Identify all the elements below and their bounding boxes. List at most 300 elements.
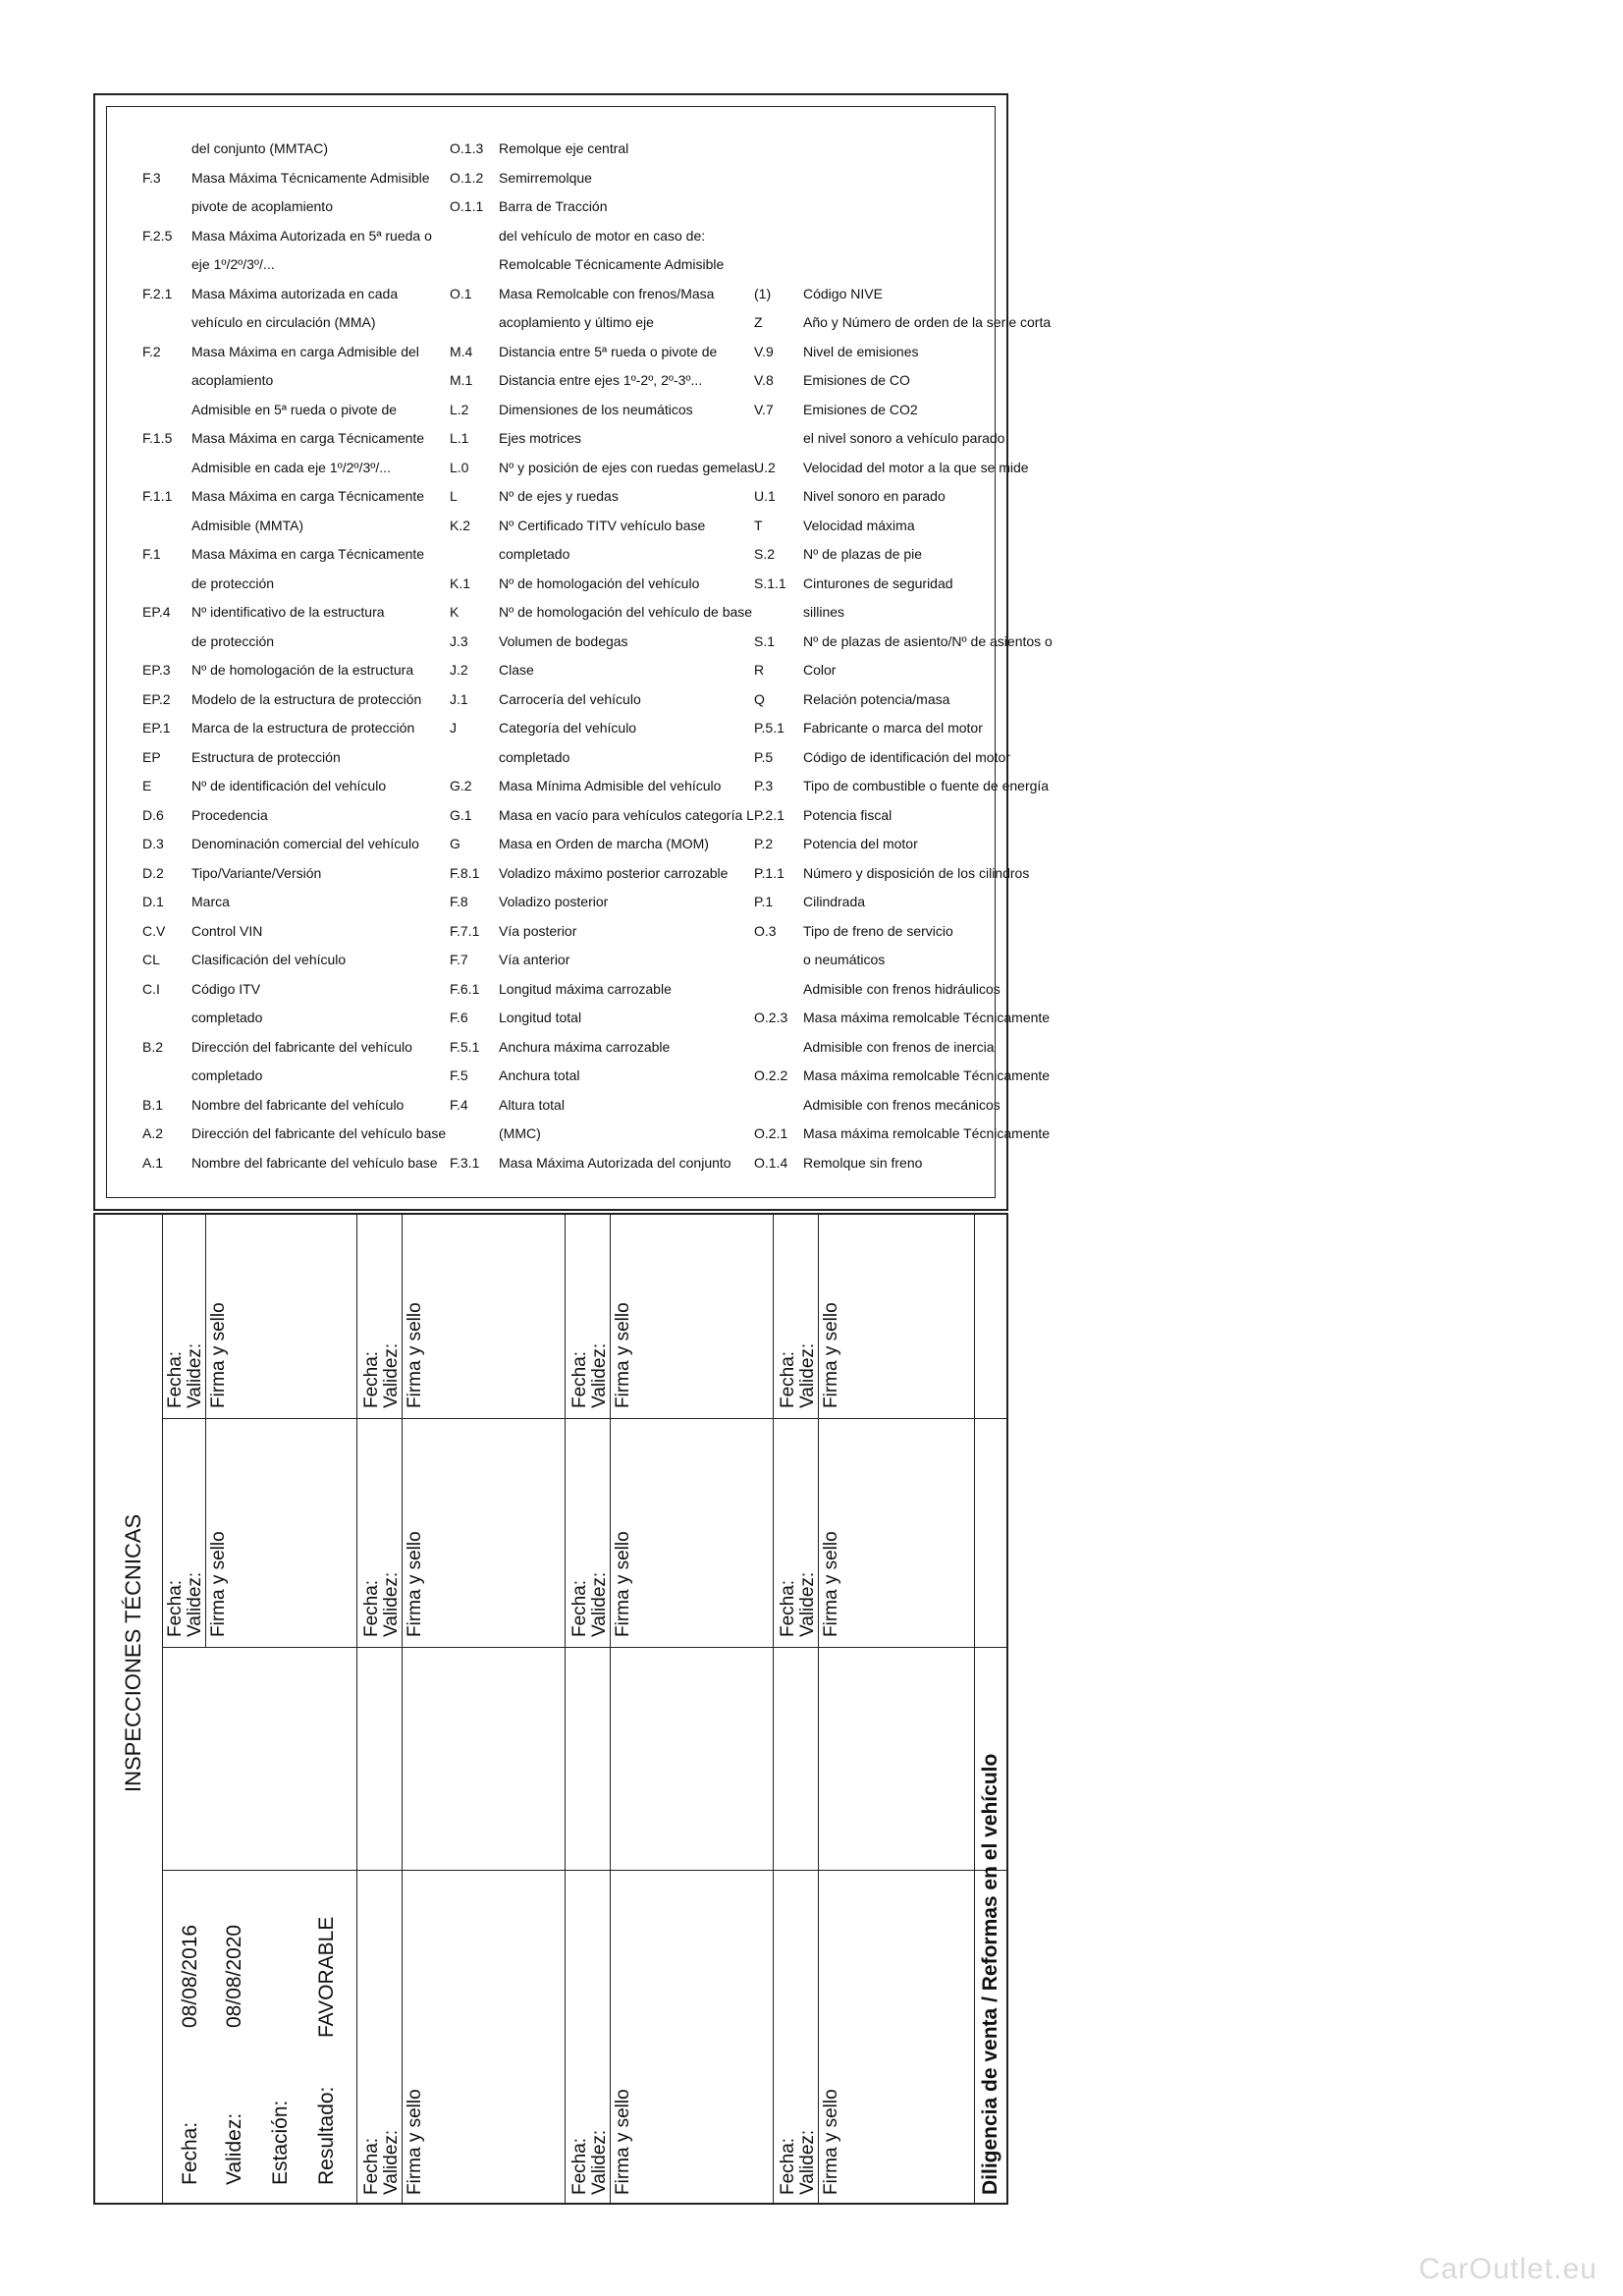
legend-code: V.8 — [754, 372, 774, 388]
legend-row — [754, 1065, 1049, 1084]
legend-row — [754, 457, 1049, 476]
legend-row — [450, 891, 744, 910]
legend-row — [754, 543, 1049, 563]
legend-row — [754, 920, 1049, 940]
legend-description: el nivel sonoro a vehículo parado — [803, 430, 1005, 446]
legend-row — [754, 746, 1049, 766]
legend-row — [450, 1122, 744, 1142]
legend-code: D.3 — [142, 836, 164, 851]
validez-label: Validez: — [381, 1342, 402, 1408]
legend-code: (1) — [754, 286, 772, 301]
legend-description: Marca de la estructura de protección — [191, 720, 415, 736]
row-divider-3 — [773, 1213, 774, 2205]
field-legend — [93, 93, 1053, 1211]
legend-row — [450, 311, 744, 331]
legend-row — [754, 775, 1049, 794]
legend-code: F.5 — [450, 1067, 468, 1083]
cell-sub-divider — [205, 1419, 206, 1648]
legend-row — [142, 1122, 447, 1142]
legend-description: Masa Máxima en carga Técnicamente — [191, 430, 425, 446]
legend-description: Admisible en cada eje 1º/2º/3º/... — [191, 460, 391, 475]
legend-description: Masa Máxima Autorizada en 5ª rueda o — [191, 228, 432, 244]
col-divider-2 — [162, 1647, 1006, 1648]
row-divider-1 — [356, 1213, 357, 2205]
legend-row — [450, 457, 755, 476]
legend-description: Velocidad del motor a la que se mide — [803, 460, 1029, 475]
legend-row — [754, 833, 1049, 852]
legend-code: EP.1 — [142, 720, 171, 736]
legend-code: EP.3 — [142, 662, 171, 678]
legend-description: Procedencia — [191, 807, 268, 823]
legend-description: Cilindrada — [803, 894, 866, 909]
legend-row — [142, 137, 437, 157]
legend-code: C.V — [142, 923, 166, 939]
legend-row — [450, 225, 744, 245]
legend-description: Clase — [499, 662, 534, 678]
legend-code: J.3 — [450, 633, 468, 649]
fecha-label: Fecha: — [165, 1350, 186, 1408]
legend-code: K.1 — [450, 575, 471, 591]
legend-description: Distancia entre ejes 1º-2º, 2º-3º... — [499, 372, 703, 388]
legend-description: Carrocería del vehículo — [499, 691, 641, 707]
fecha-label: Fecha: — [165, 1579, 186, 1637]
legend-row — [142, 862, 437, 882]
legend-code: F.3.1 — [450, 1155, 480, 1171]
cell-sub-divider — [818, 1419, 819, 1648]
legend-row — [142, 311, 437, 331]
legend-code: F.2.5 — [142, 228, 173, 244]
legend-description: Nº y posición de ejes con ruedas gemelas — [499, 460, 755, 475]
firma-label: Firma y sello — [405, 2089, 425, 2195]
legend-code: S.1 — [754, 633, 776, 649]
legend-row — [450, 427, 744, 447]
legend-row — [142, 746, 437, 766]
legend-description: Admisible con frenos de inercia — [803, 1039, 995, 1055]
legend-row — [754, 659, 1049, 679]
legend-description: Número y disposición de los cilindros — [803, 865, 1030, 881]
legend-code: T — [754, 518, 763, 533]
col-divider-3 — [162, 1418, 1006, 1419]
legend-row — [142, 399, 437, 418]
legend-code: V.9 — [754, 344, 774, 359]
legend-row — [142, 427, 437, 447]
legend-row — [450, 920, 744, 940]
fecha-label: Fecha: — [778, 1350, 798, 1408]
legend-code: O.1.2 — [450, 170, 484, 186]
validez-label: Validez: — [185, 1342, 205, 1408]
legend-description: Dirección del fabricante del vehículo — [191, 1039, 412, 1055]
legend-code: D.6 — [142, 807, 164, 823]
legend-code: E — [142, 778, 152, 793]
legend-row — [142, 775, 437, 794]
legend-description: Relación potencia/masa — [803, 691, 950, 707]
legend-row — [142, 1152, 437, 1172]
legend-row — [754, 804, 1049, 824]
legend-description: acoplamiento y último eje — [499, 314, 654, 330]
legend-row — [142, 341, 437, 360]
legend-row — [450, 717, 744, 737]
legend-row — [754, 573, 1049, 592]
legend-description: Nº identificativo de la estructura — [191, 604, 385, 620]
legend-row — [450, 1094, 744, 1114]
legend-description: Dirección del fabricante del vehículo base — [191, 1125, 447, 1141]
firma-label: Firma y sello — [821, 1531, 841, 1637]
legend-row — [450, 775, 744, 794]
fecha-label: Fecha: — [778, 1579, 798, 1637]
legend-row — [450, 862, 744, 882]
legend-description: Masa Remolcable con frenos/Masa — [499, 286, 715, 301]
legend-description: Vía anterior — [499, 952, 570, 967]
legend-description: Cinturones de seguridad — [803, 575, 953, 591]
legend-row — [142, 659, 437, 679]
legend-code: U.2 — [754, 460, 776, 475]
legend-description: Código de identificación del motor — [803, 749, 1010, 765]
legend-description: Nº de plazas de pie — [803, 546, 923, 562]
legend-row — [754, 283, 1049, 302]
legend-code: EP.2 — [142, 691, 171, 707]
legend-row — [450, 1152, 744, 1172]
legend-code: A.1 — [142, 1155, 164, 1171]
legend-description: Nº Certificado TITV vehículo base — [499, 518, 706, 533]
inspections-header: INSPECCIONES TÉCNICAS — [121, 1513, 145, 1792]
legend-description: Estructura de protección — [191, 749, 341, 765]
resultado-value: FAVORABLE — [315, 1916, 338, 2038]
legend-row — [450, 573, 744, 592]
fecha-value: 08/08/2016 — [179, 1924, 201, 2028]
legend-description: Nivel sonoro en parado — [803, 488, 946, 504]
legend-code: D.2 — [142, 865, 164, 881]
legend-description: Remolque eje central — [499, 140, 629, 156]
legend-description: Admisible con frenos hidráulicos — [803, 981, 1001, 997]
legend-code: J.2 — [450, 662, 468, 678]
legend-row — [450, 688, 744, 708]
legend-row — [754, 862, 1049, 882]
legend-code: F.1.1 — [142, 488, 173, 504]
row-divider-2 — [565, 1213, 566, 2205]
legend-description: Nombre del fabricante del vehículo base — [191, 1155, 438, 1171]
legend-row — [754, 1094, 1049, 1114]
legend-code: S.2 — [754, 546, 776, 562]
legend-row — [450, 253, 744, 273]
legend-code: P.5 — [754, 749, 774, 765]
legend-description: Color — [803, 662, 837, 678]
legend-row — [754, 1036, 1049, 1056]
legend-row — [450, 659, 744, 679]
legend-code: J — [450, 720, 457, 736]
cell-sub-divider — [610, 1213, 611, 1419]
legend-description: Categoría del vehículo — [499, 720, 637, 736]
legend-row — [754, 630, 1053, 650]
legend-row — [754, 311, 1052, 331]
legend-description: Voladizo máximo posterior carrozable — [499, 865, 729, 881]
legend-row — [142, 1036, 437, 1056]
legend-row — [142, 891, 437, 910]
legend-description: Emisiones de CO2 — [803, 402, 918, 417]
cell-sub-divider — [818, 1213, 819, 1419]
legend-description: acoplamiento — [191, 372, 274, 388]
firma-label: Firma y sello — [208, 1302, 229, 1408]
legend-row — [450, 1036, 744, 1056]
legend-description: Masa Máxima autorizada en cada — [191, 286, 399, 301]
legend-code: O.3 — [754, 923, 777, 939]
legend-row — [450, 195, 744, 215]
legend-description: Volumen de bodegas — [499, 633, 628, 649]
estacion-label: Estación: — [269, 2100, 292, 2185]
fecha-label: Fecha: — [361, 2137, 382, 2195]
legend-row — [450, 399, 744, 418]
legend-description: sillines — [803, 604, 845, 620]
legend-description: Vía posterior — [499, 923, 577, 939]
legend-code: S.1.1 — [754, 575, 786, 591]
legend-row — [450, 369, 744, 389]
firma-label: Firma y sello — [613, 2089, 633, 2195]
legend-description: Nivel de emisiones — [803, 344, 919, 359]
legend-description: Nombre del fabricante del vehículo — [191, 1097, 405, 1113]
legend-code: F.8 — [450, 894, 468, 909]
legend-row — [450, 283, 744, 302]
legend-row — [142, 1094, 437, 1114]
validez-label: Validez: — [589, 2129, 610, 2195]
validez-label: Validez: — [589, 1342, 610, 1408]
legend-row — [754, 427, 1049, 447]
legend-code: O.2.2 — [754, 1067, 788, 1083]
legend-code: O.1.4 — [754, 1155, 788, 1171]
cell-sub-divider — [205, 1213, 206, 1419]
legend-code: R — [754, 662, 765, 678]
legend-row — [142, 225, 437, 245]
legend-description: Remolque sin freno — [803, 1155, 923, 1171]
col-divider-1 — [162, 1870, 1006, 1871]
legend-code: A.2 — [142, 1125, 164, 1141]
legend-row — [142, 1007, 437, 1026]
legend-row — [450, 978, 744, 998]
legend-row — [754, 1152, 1049, 1172]
legend-row — [754, 1007, 1049, 1026]
legend-description: (MMC) — [499, 1125, 541, 1141]
legend-code: V.7 — [754, 402, 774, 417]
legend-description: Potencia fiscal — [803, 807, 893, 823]
legend-description: Nº de ejes y ruedas — [499, 488, 619, 504]
legend-description: Modelo de la estructura de protección — [191, 691, 422, 707]
footer-divider — [974, 1213, 975, 2205]
legend-code: P.2 — [754, 836, 774, 851]
firma-label: Firma y sello — [613, 1531, 633, 1637]
legend-row — [142, 369, 437, 389]
legend-description: Código ITV — [191, 981, 261, 997]
legend-row — [450, 833, 744, 852]
legend-row — [754, 978, 1049, 998]
legend-description: Tipo/Variante/Versión — [191, 865, 322, 881]
legend-description: completado — [191, 1010, 263, 1025]
legend-code: M.4 — [450, 344, 473, 359]
legend-description: Nº de identificación del vehículo — [191, 778, 387, 793]
legend-description: Fabricante o marca del motor — [803, 720, 983, 736]
legend-description: Nº de homologación del vehículo de base — [499, 604, 753, 620]
cell-sub-divider — [610, 1419, 611, 1648]
legend-row — [142, 457, 437, 476]
legend-description: del conjunto (MMTAC) — [191, 140, 329, 156]
legend-description: Nº de homologación de la estructura — [191, 662, 414, 678]
legend-code: CL — [142, 952, 160, 967]
cell-sub-divider — [402, 1213, 403, 1419]
legend-code: K.2 — [450, 518, 471, 533]
legend-description: Voladizo posterior — [499, 894, 609, 909]
legend-code: F.5.1 — [450, 1039, 480, 1055]
legend-row — [450, 515, 744, 534]
legend-description: de protección — [191, 633, 275, 649]
legend-description: del vehículo de motor en caso de: — [499, 228, 706, 244]
legend-description: Clasificación del vehículo — [191, 952, 347, 967]
legend-row — [142, 978, 437, 998]
legend-row — [450, 1065, 744, 1084]
legend-description: eje 1º/2º/3º/... — [191, 256, 275, 272]
legend-code: F.1 — [142, 546, 161, 562]
legend-description: vehículo en circulación (MMA) — [191, 314, 376, 330]
legend-code: F.2.1 — [142, 286, 173, 301]
fecha-label: Fecha: — [361, 1579, 382, 1637]
legend-code: O.1.3 — [450, 140, 484, 156]
legend-row — [142, 804, 437, 824]
resultado-label: Resultado: — [315, 2086, 338, 2185]
legend-description: Masa en vacío para vehículos categoría L — [499, 807, 754, 823]
legend-row — [142, 601, 437, 621]
legend-description: Año y Número de orden de la serie corta — [803, 314, 1052, 330]
legend-description: Masa máxima remolcable Técnicamente — [803, 1125, 1051, 1141]
legend-row — [142, 195, 437, 215]
legend-row — [450, 949, 744, 968]
legend-description: Masa máxima remolcable Técnicamente — [803, 1010, 1051, 1025]
legend-code: K — [450, 604, 460, 620]
legend-description: Longitud total — [499, 1010, 582, 1025]
validez-value: 08/08/2020 — [223, 1924, 245, 2028]
legend-code: L — [450, 488, 458, 504]
legend-description: Velocidad máxima — [803, 518, 915, 533]
legend-description: completado — [191, 1067, 263, 1083]
legend-code: O.1 — [450, 286, 472, 301]
legend-code: P.3 — [754, 778, 774, 793]
legend-description: Anchura máxima carrozable — [499, 1039, 671, 1055]
legend-row — [450, 601, 753, 621]
legend-description: Distancia entre 5ª rueda o pivote de — [499, 344, 718, 359]
legend-row — [450, 341, 744, 360]
validez-label: Validez: — [797, 2129, 818, 2195]
legend-code: J.1 — [450, 691, 468, 707]
legend-description: completado — [499, 749, 570, 765]
rotated-content — [93, 93, 1527, 2205]
legend-code: F.6.1 — [450, 981, 480, 997]
legend-description: Anchura total — [499, 1067, 580, 1083]
legend-row — [142, 283, 437, 302]
validez-label: Validez: — [185, 1571, 205, 1637]
legend-code: F.3 — [142, 170, 161, 186]
legend-description: de protección — [191, 575, 275, 591]
legend-row — [142, 167, 437, 187]
legend-row — [142, 630, 437, 650]
header-divider — [162, 1213, 163, 2205]
legend-code: Z — [754, 314, 763, 330]
legend-row — [142, 949, 437, 968]
inspections-panel — [93, 1213, 1008, 2205]
legend-description: Marca — [191, 894, 230, 909]
legend-description: Control VIN — [191, 923, 263, 939]
validez-label: Validez: — [797, 1571, 818, 1637]
legend-row — [450, 167, 744, 187]
legend-code: B.2 — [142, 1039, 164, 1055]
legend-row — [450, 804, 754, 824]
legend-description: Potencia del motor — [803, 836, 918, 851]
legend-row — [754, 1122, 1049, 1142]
legend-code: D.1 — [142, 894, 164, 909]
legend-row — [754, 485, 1049, 505]
legend-code: U.1 — [754, 488, 776, 504]
legend-row — [450, 543, 744, 563]
legend-code: G — [450, 836, 460, 851]
legend-row — [142, 717, 437, 737]
legend-row — [754, 399, 1049, 418]
legend-code: O.2.1 — [754, 1125, 788, 1141]
firma-label: Firma y sello — [821, 2089, 841, 2195]
firma-label: Firma y sello — [613, 1302, 633, 1408]
legend-description: o neumáticos — [803, 952, 886, 967]
legend-row — [450, 485, 744, 505]
sale-reforms-footer: Diligencia de venta / Reformas en el vehículo — [979, 1753, 1001, 2195]
cell-sub-divider — [402, 1648, 403, 2205]
legend-description: Admisible con frenos mecánicos — [803, 1097, 1001, 1113]
legend-description: Nº de homologación del vehículo — [499, 575, 700, 591]
legend-row — [142, 485, 437, 505]
fecha-label: Fecha: — [778, 2137, 798, 2195]
legend-code: F.1.5 — [142, 430, 173, 446]
legend-code: C.I — [142, 981, 160, 997]
legend-description: Masa Máxima Técnicamente Admisible — [191, 170, 430, 186]
legend-description: Masa en Orden de marcha (MOM) — [499, 836, 709, 851]
legend-description: Tipo de combustible o fuente de energía — [803, 778, 1050, 793]
legend-description: Masa Máxima en carga Admisible del — [191, 344, 419, 359]
legend-row — [142, 833, 437, 852]
legend-row — [754, 341, 1049, 360]
legend-description: Masa Máxima en carga Técnicamente — [191, 488, 425, 504]
legend-code: O.2.3 — [754, 1010, 788, 1025]
legend-row — [142, 253, 437, 273]
legend-description: Masa Máxima en carga Técnicamente — [191, 546, 425, 562]
validez-label: Validez: — [381, 2129, 402, 2195]
legend-code: L.1 — [450, 430, 469, 446]
legend-code: F.7.1 — [450, 923, 480, 939]
legend-description: Masa máxima remolcable Técnicamente — [803, 1067, 1051, 1083]
validez-label: Validez: — [381, 1571, 402, 1637]
legend-description: Código NIVE — [803, 286, 883, 301]
legend-description: Remolcable Técnicamente Admisible — [499, 256, 725, 272]
legend-code: L.0 — [450, 460, 469, 475]
legend-row — [754, 515, 1049, 534]
legend-code: F.8.1 — [450, 865, 480, 881]
legend-row — [142, 543, 437, 563]
legend-row — [450, 137, 744, 157]
legend-code: M.1 — [450, 372, 473, 388]
fecha-label: Fecha: — [361, 1350, 382, 1408]
legend-row — [142, 573, 437, 592]
fecha-label: Fecha: — [569, 1350, 590, 1408]
legend-row — [754, 601, 1049, 621]
cell-sub-divider — [818, 1648, 819, 2205]
firma-label: Firma y sello — [821, 1302, 841, 1408]
legend-description: Masa Máxima Autorizada del conjunto — [499, 1155, 731, 1171]
legend-code: F.6 — [450, 1010, 468, 1025]
legend-description: Emisiones de CO — [803, 372, 910, 388]
legend-description: Semirremolque — [499, 170, 592, 186]
legend-code: EP — [142, 749, 161, 765]
cell-sub-divider — [610, 1648, 611, 2205]
